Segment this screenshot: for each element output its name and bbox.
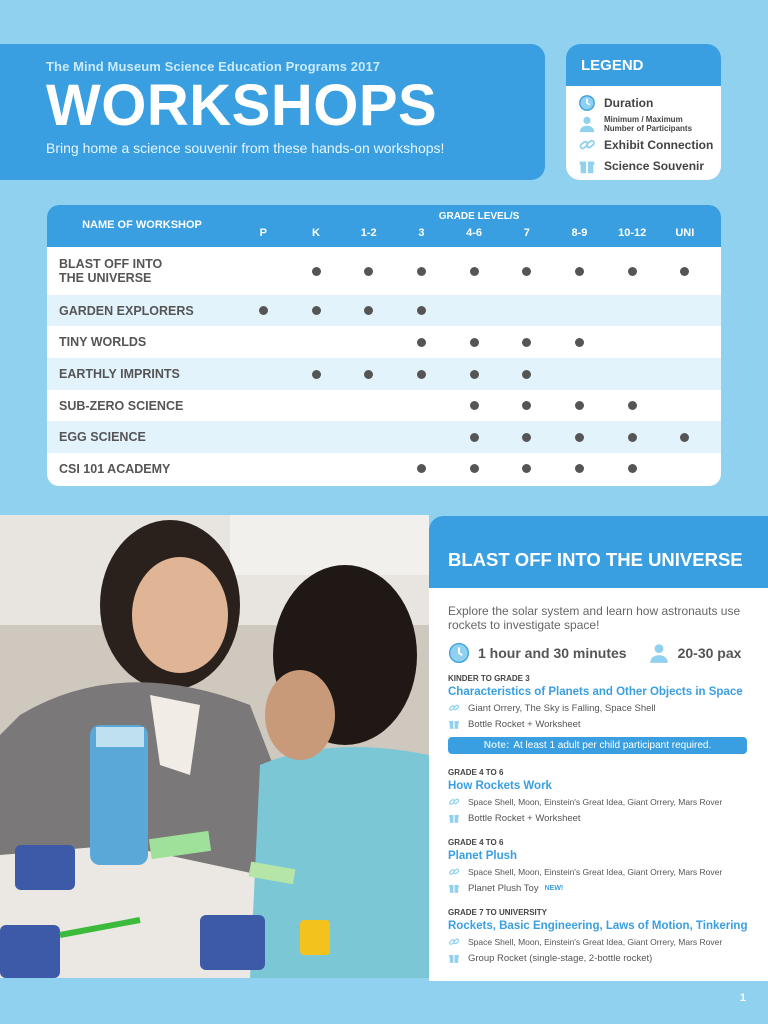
grade-cell: [395, 464, 448, 473]
souvenir-text: Group Rocket (single-stage, 2-bottle rocket): [468, 952, 653, 964]
link-icon: [448, 796, 460, 808]
exhibit-connection: [448, 702, 768, 714]
science-souvenir: [448, 882, 768, 894]
grade-dot: [470, 433, 479, 442]
new-badge: NEW!: [544, 884, 564, 892]
grade-cell: [606, 267, 659, 276]
grade-cell: [237, 306, 290, 315]
legend-label: Science Souvenir: [604, 158, 705, 173]
grade-dot: [417, 338, 426, 347]
table-row: [47, 453, 721, 484]
page-number: 1: [739, 992, 746, 1004]
gift-icon: [448, 882, 460, 894]
grade-level-table: [47, 205, 721, 486]
table-row: [47, 390, 721, 421]
grade-cell: [606, 433, 659, 442]
souvenir-text: Bottle Rocket + Worksheet: [468, 718, 581, 730]
grade-cell: [290, 267, 343, 276]
grade-dot: [470, 401, 479, 410]
note-banner: [448, 737, 747, 754]
workshop-name: EGG SCIENCE: [59, 430, 146, 444]
grade-cell: [342, 370, 395, 379]
grade-cell: [553, 267, 606, 276]
grade-cell: [553, 464, 606, 473]
workshop-description: Explore the solar system and learn how astronauts use rockets to investigate space!: [448, 604, 741, 632]
legend-item-souvenir: [566, 155, 721, 176]
grade-cell: [659, 267, 712, 276]
workshop-section: [429, 674, 768, 730]
legend-label: Exhibit Connection: [604, 137, 714, 152]
grade-column-header: P: [259, 227, 268, 239]
grade-cell: [395, 306, 448, 315]
grade-column-header: 7: [523, 227, 530, 239]
program-supertitle: The Mind Museum Science Education Programs 2017: [46, 59, 381, 74]
exhibit-text: Space Shell, Moon, Einstein's Great Idea, Giant Orrery, Mars Rover: [468, 937, 723, 947]
table-row: [47, 247, 721, 295]
duration-value: 1 hour and 30 minutes: [478, 645, 627, 661]
header-banner: [0, 44, 545, 180]
workshop-name-header: NAME OF WORKSHOP: [82, 219, 202, 231]
grade-dot: [417, 370, 426, 379]
grade-cell: [395, 370, 448, 379]
grade-column-header: 10-12: [618, 227, 647, 239]
grade-dot: [628, 401, 637, 410]
science-souvenir: [448, 718, 768, 730]
grade-dot: [364, 306, 373, 315]
grade-dot: [522, 464, 531, 473]
workshop-name: SUB-ZERO SCIENCE: [59, 398, 184, 413]
table-row: [47, 326, 721, 358]
grade-dot: [522, 267, 531, 276]
grade-dot: [628, 267, 637, 276]
exhibit-text: Space Shell, Moon, Einstein's Great Idea, Giant Orrery, Mars Rover: [468, 867, 723, 877]
gift-icon: [448, 952, 460, 964]
grade-cell: [448, 433, 501, 442]
exhibit-text: Space Shell, Moon, Einstein's Great Idea, Giant Orrery, Mars Rover: [468, 797, 723, 807]
grade-dot: [522, 433, 531, 442]
grade-dot: [417, 306, 426, 315]
page-title: WORKSHOPS: [46, 73, 438, 138]
grade-dot: [470, 338, 479, 347]
gift-icon: [448, 718, 460, 730]
workshop-name: BLAST OFF INTO THE UNIVERSE: [59, 257, 163, 285]
workshop-section: [429, 768, 768, 824]
section-level: KINDER TO GRADE 3: [448, 674, 530, 683]
souvenir-text: Planet Plush Toy: [468, 882, 539, 894]
link-icon: [448, 702, 460, 714]
table-body: [47, 247, 721, 484]
grade-cell: [500, 464, 553, 473]
grade-dot: [575, 338, 584, 347]
legend-title: LEGEND: [566, 44, 721, 86]
grade-column-header: K: [312, 227, 320, 239]
grade-dot: [628, 464, 637, 473]
section-level: GRADE 4 TO 6: [448, 838, 504, 847]
note-text: At least 1 adult per child participant required.: [513, 740, 712, 751]
grade-cell: [500, 370, 553, 379]
grade-cell: [448, 464, 501, 473]
link-icon: [448, 866, 460, 878]
table-row: [47, 295, 721, 326]
grade-cell: [290, 306, 343, 315]
grade-dot: [364, 370, 373, 379]
note-label: Note:: [483, 740, 510, 751]
grade-dot: [312, 306, 321, 315]
section-title: How Rockets Work: [448, 780, 552, 792]
grade-cell: [342, 267, 395, 276]
grade-column-header: 3: [418, 227, 425, 239]
souvenir-text: Bottle Rocket + Worksheet: [468, 812, 581, 824]
grade-dot: [417, 464, 426, 473]
legend-item-participants: [566, 113, 721, 134]
grade-cell: [500, 401, 553, 410]
workshop-stats: [429, 632, 768, 664]
legend-label: Duration: [604, 95, 654, 110]
legend-item-duration: [566, 92, 721, 113]
grade-dot: [259, 306, 268, 315]
legend-box: [566, 44, 721, 180]
grade-cell: [553, 433, 606, 442]
grade-dot: [312, 370, 321, 379]
grade-dot: [312, 267, 321, 276]
workshop-detail-card: [429, 516, 768, 981]
workshop-photo: [0, 515, 429, 978]
clock-icon: [448, 642, 470, 664]
exhibit-connection: [448, 866, 768, 878]
grade-dot: [522, 370, 531, 379]
legend-label: Minimum / Maximum Number of Participants: [604, 114, 693, 133]
grade-column-header: 8-9: [571, 227, 588, 239]
grade-column-header: 4-6: [466, 227, 483, 239]
section-title: Characteristics of Planets and Other Objects in Space: [448, 686, 743, 698]
page-subtitle: Bring home a science souvenir from these hands-on workshops!: [46, 140, 445, 156]
workshop-name: CSI 101 ACADEMY: [59, 461, 171, 476]
person-icon: [578, 115, 596, 133]
grade-dot: [628, 433, 637, 442]
grade-cell: [290, 370, 343, 379]
gift-icon: [578, 157, 596, 175]
grade-cell: [500, 338, 553, 347]
grade-dot: [575, 267, 584, 276]
grade-cell: [553, 338, 606, 347]
grade-cell: [448, 267, 501, 276]
grade-dot: [522, 401, 531, 410]
clock-icon: [578, 94, 596, 112]
table-header: [47, 205, 721, 247]
science-souvenir: [448, 812, 768, 824]
participants-value: 20-30 pax: [677, 645, 742, 661]
section-level: GRADE 4 TO 6: [448, 768, 504, 777]
grade-dot: [575, 433, 584, 442]
grade-dot: [470, 464, 479, 473]
grade-cell: [342, 306, 395, 315]
grade-cell: [500, 267, 553, 276]
gift-icon: [448, 812, 460, 824]
link-icon: [448, 936, 460, 948]
exhibit-connection: [448, 936, 768, 948]
section-title: Planet Plush: [448, 850, 518, 862]
legend-item-exhibit: [566, 134, 721, 155]
workshop-section: [429, 908, 768, 964]
workshop-title: BLAST OFF INTO THE UNIVERSE: [429, 516, 768, 588]
workshop-name: GARDEN EXPLORERS: [59, 303, 194, 318]
table-row: [47, 358, 721, 390]
grade-dot: [522, 338, 531, 347]
grade-dot: [575, 401, 584, 410]
grade-column-header: 1-2: [360, 227, 377, 239]
grade-dot: [364, 267, 373, 276]
link-icon: [578, 136, 596, 154]
section-level: GRADE 7 TO UNIVERSITY: [448, 908, 547, 917]
workshop-name: TINY WORLDS: [59, 335, 147, 349]
grade-dot: [470, 267, 479, 276]
person-icon: [648, 642, 670, 664]
grade-cell: [448, 370, 501, 379]
grade-cell: [395, 267, 448, 276]
workshop-sections: [429, 674, 768, 964]
grade-column-header: UNI: [675, 227, 695, 239]
table-row: [47, 421, 721, 453]
grade-dot: [470, 370, 479, 379]
grade-cell: [659, 433, 712, 442]
grade-dot: [680, 433, 689, 442]
exhibit-text: Giant Orrery, The Sky is Falling, Space Shell: [468, 702, 656, 714]
grade-cell: [395, 338, 448, 347]
grade-dot: [680, 267, 689, 276]
grade-dot: [417, 267, 426, 276]
grade-columns: [237, 227, 721, 239]
grade-cell: [448, 401, 501, 410]
grade-cell: [500, 433, 553, 442]
grade-cell: [606, 401, 659, 410]
science-souvenir: [448, 952, 768, 964]
workshop-section: [429, 838, 768, 894]
grade-cell: [553, 401, 606, 410]
grade-cell: [448, 338, 501, 347]
grade-cell: [606, 464, 659, 473]
section-title: Rockets, Basic Engineering, Laws of Motion, Tinkering: [448, 920, 748, 932]
grade-dot: [575, 464, 584, 473]
grade-level-header: GRADE LEVEL/S: [438, 211, 520, 222]
exhibit-connection: [448, 796, 768, 808]
workshop-name: EARTHLY IMPRINTS: [59, 367, 180, 381]
